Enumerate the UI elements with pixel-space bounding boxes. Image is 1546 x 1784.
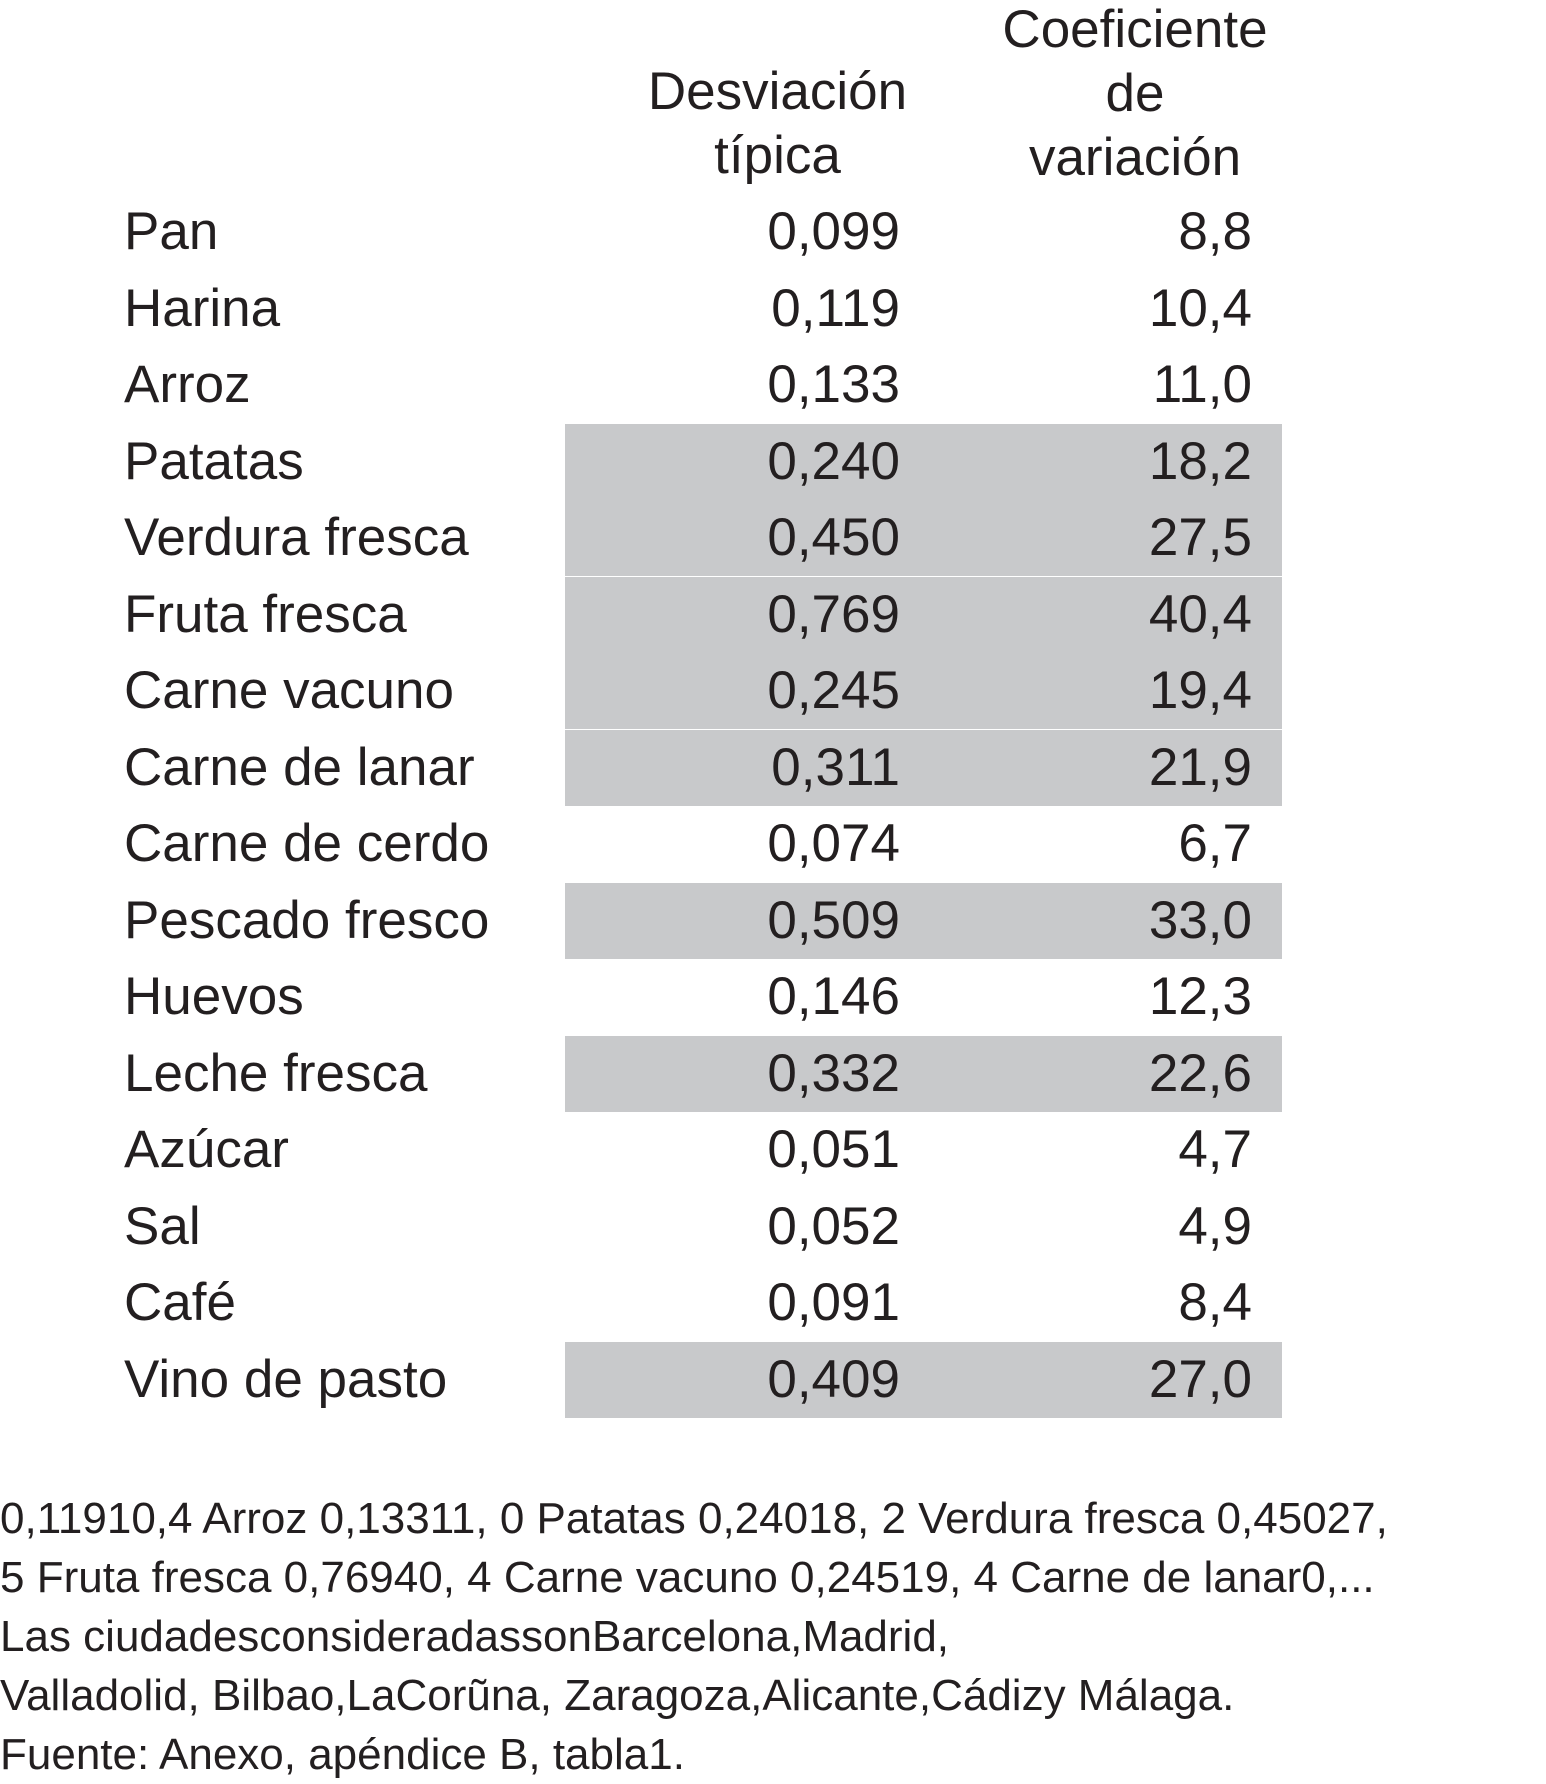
cell-coeficiente: 10,4 bbox=[1148, 278, 1252, 338]
row-label: Café bbox=[124, 1273, 236, 1332]
row-label: Carne vacuno bbox=[124, 661, 454, 720]
cell-coeficiente: 8,8 bbox=[1178, 202, 1252, 261]
cell-desviacion: 0,099 bbox=[767, 202, 900, 261]
header-line: Desviación bbox=[647, 62, 908, 121]
cell-desviacion: 0,052 bbox=[767, 1196, 900, 1256]
cell-coeficiente: 8,4 bbox=[1178, 1273, 1252, 1332]
row-label: Huevos bbox=[124, 967, 304, 1026]
cell-coeficiente: 27,5 bbox=[1148, 508, 1252, 567]
cell-desviacion: 0,091 bbox=[767, 1273, 900, 1332]
cell-desviacion: 0,509 bbox=[767, 890, 900, 950]
cell-desviacion: 0,245 bbox=[767, 661, 900, 720]
row-label: Sal bbox=[124, 1196, 201, 1256]
cell-desviacion: 0,240 bbox=[767, 431, 900, 491]
row-label: Pescado fresco bbox=[124, 890, 490, 950]
table-row bbox=[0, 1189, 1546, 1265]
row-label: Verdura fresca bbox=[124, 508, 469, 567]
header-line: Coeficiente bbox=[1002, 0, 1268, 59]
table-row bbox=[0, 1036, 1546, 1112]
header-line: típica bbox=[714, 126, 841, 185]
row-label: Harina bbox=[124, 278, 281, 338]
cell-desviacion: 0,051 bbox=[767, 1120, 900, 1179]
cell-desviacion: 0,409 bbox=[767, 1349, 900, 1409]
table-row bbox=[0, 271, 1546, 347]
table-row bbox=[0, 194, 1546, 270]
table-row bbox=[0, 806, 1546, 882]
cell-coeficiente: 33,0 bbox=[1148, 890, 1252, 950]
cell-coeficiente: 27,0 bbox=[1148, 1349, 1252, 1409]
cell-coeficiente: 18,2 bbox=[1148, 431, 1252, 491]
table-row bbox=[0, 577, 1546, 653]
table-row bbox=[0, 500, 1546, 576]
row-label: Carne de cerdo bbox=[124, 814, 490, 873]
row-label: Arroz bbox=[124, 355, 251, 414]
cell-coeficiente: 6,7 bbox=[1178, 814, 1252, 873]
table-row bbox=[0, 1265, 1546, 1341]
row-label: Fruta fresca bbox=[124, 584, 407, 644]
row-label: Azúcar bbox=[124, 1120, 289, 1179]
footnote-line: 5 Fruta fresca 0,76940, 4 Carne vacuno 0,24519, 4 Carne de lanar0,... bbox=[0, 1553, 1375, 1602]
cell-coeficiente: 4,7 bbox=[1178, 1120, 1252, 1179]
cell-coeficiente: 11,0 bbox=[1152, 355, 1252, 414]
cell-desviacion: 0,119 bbox=[771, 278, 900, 338]
cell-desviacion: 0,133 bbox=[767, 355, 900, 414]
header-line: variación bbox=[1028, 128, 1242, 187]
cell-coeficiente: 21,9 bbox=[1148, 737, 1252, 797]
footnote-line: Valladolid, Bilbao,LaCorũna, Zaragoza,Alicante,Cádizy Málaga. bbox=[0, 1671, 1235, 1720]
table-row bbox=[0, 730, 1546, 806]
row-label: Pan bbox=[124, 202, 219, 261]
footnote-line: Fuente: Anexo, apéndice B, tabla1. bbox=[0, 1730, 685, 1779]
footnote-line: Las ciudadesconsideradassonBarcelona,Madrid, bbox=[0, 1612, 950, 1661]
row-label: Patatas bbox=[124, 431, 304, 491]
row-label: Carne de lanar bbox=[124, 737, 475, 797]
table-row bbox=[0, 424, 1546, 500]
cell-desviacion: 0,074 bbox=[767, 814, 900, 873]
column-header-coeficiente bbox=[960, 0, 1310, 190]
footnote-line: 0,11910,4 Arroz 0,13311, 0 Patatas 0,24018, 2 Verdura fresca 0,45027, bbox=[0, 1494, 1388, 1543]
table-row bbox=[0, 653, 1546, 729]
cell-coeficiente: 12,3 bbox=[1148, 967, 1252, 1026]
cell-coeficiente: 40,4 bbox=[1148, 584, 1252, 644]
cell-desviacion: 0,332 bbox=[767, 1043, 900, 1103]
row-label: Vino de pasto bbox=[124, 1349, 448, 1409]
header-line: de bbox=[1105, 64, 1165, 123]
table-row bbox=[0, 1112, 1546, 1188]
table-row bbox=[0, 959, 1546, 1035]
cell-desviacion: 0,769 bbox=[767, 584, 900, 644]
table-row bbox=[0, 883, 1546, 959]
row-label: Leche fresca bbox=[124, 1043, 428, 1103]
cell-desviacion: 0,146 bbox=[767, 967, 900, 1026]
cell-desviacion: 0,450 bbox=[767, 508, 900, 567]
table-row bbox=[0, 347, 1546, 423]
cell-coeficiente: 22,6 bbox=[1148, 1043, 1252, 1103]
column-header-desviacion bbox=[610, 60, 945, 188]
cell-desviacion: 0,311 bbox=[771, 737, 900, 797]
cell-coeficiente: 4,9 bbox=[1178, 1196, 1252, 1256]
table-row bbox=[0, 1342, 1546, 1418]
cell-coeficiente: 19,4 bbox=[1148, 661, 1252, 720]
